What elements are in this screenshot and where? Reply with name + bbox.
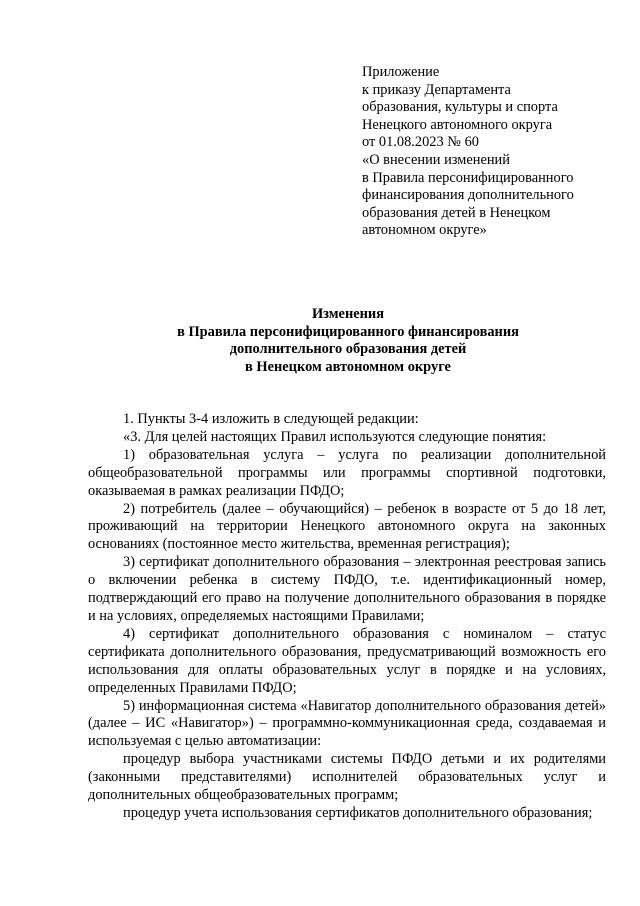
title-line: Изменения <box>311 306 384 322</box>
body-paragraph: 1) образовательная услуга – услуга по реализации дополнительной общеобразовательной программы или программы спортивной подготовки, оказываемая в рамках реализации ПФДО; <box>88 446 606 499</box>
appendix-line: Приложение <box>362 64 440 80</box>
appendix-line: финансирования дополнительного <box>362 187 574 204</box>
body-paragraph: «3. Для целей настоящих Правил используются следующие понятия: <box>123 428 547 445</box>
appendix-line: от 01.08.2023 № 60 <box>362 134 479 151</box>
appendix-line: образования, культуры и спорта <box>362 99 558 116</box>
body-paragraph: 1. Пункты 3-4 изложить в следующей редакции: <box>123 411 419 427</box>
body-paragraph: 4) сертификат дополнительного образования с номиналом – статус сертификата дополнительного образования, предусматривающий возможность его использования для оплаты образовательных услуг в порядке и на условиях, определенных Правилами ПФДО; <box>88 625 606 696</box>
appendix-line: «О внесении изменений <box>362 151 510 168</box>
appendix-line: в Правила персонифицированного <box>362 169 574 186</box>
title-line: в Ненецком автономном округе <box>245 358 451 375</box>
body-paragraph: 3) сертификат дополнительного образования – электронная реестровая запись о включении ребенка в систему ПФДО, т.е. идентификационный номер, подтверждающий его право на получение дополнительного образования в порядке и на условиях, определяемых настоящими Правилами; <box>88 554 606 624</box>
body-paragraph: 2) потребитель (далее – обучающийся) – ребенок в возрасте от 5 до 18 лет, проживающий на территории Ненецкого автономного округа на законных основаниях (постоянное место жительства, временная регистрация); <box>88 500 606 553</box>
body-paragraph: процедур выбора участниками системы ПФДО детьми и их родителями (законными представителями) исполнителей образовательных услуг и дополнительных общеобразовательных программ; <box>88 751 606 804</box>
appendix-line: образования детей в Ненецком <box>362 204 551 221</box>
body-paragraph: 5) информационная система «Навигатор дополнительного образования детей» (далее – ИС «Навигатор») – программно-коммуникационная среда, создаваемая и используемая с целью автоматизации: <box>88 697 606 750</box>
document-body <box>88 411 606 823</box>
appendix-line: Ненецкого автономного округа <box>362 116 553 133</box>
title-line: дополнительного образования детей <box>229 341 467 358</box>
document-title <box>88 306 608 376</box>
appendix-line: автономном округе» <box>362 222 487 239</box>
appendix-block <box>362 64 622 240</box>
appendix-line: к приказу Департамента <box>362 81 511 98</box>
body-paragraph: процедур учета использования сертификатов дополнительного образования; <box>123 804 593 821</box>
title-line: в Правила персонифицированного финансирования <box>177 323 519 340</box>
